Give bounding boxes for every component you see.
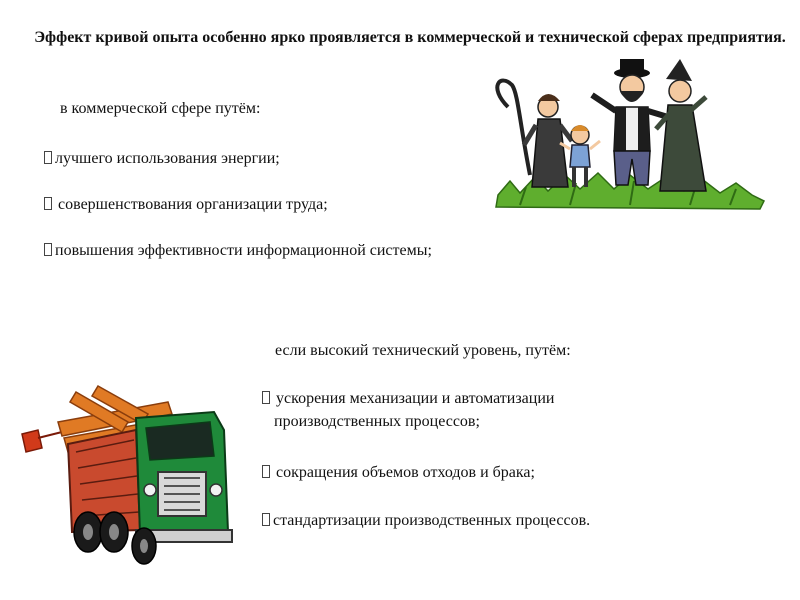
commercial-item: лучшего использования энергии; — [44, 148, 280, 170]
bullet-box-icon — [262, 391, 270, 404]
commercial-heading: в коммерческой сфере путём: — [60, 100, 261, 117]
commercial-item: совершенствования организации труда; — [44, 194, 328, 216]
technical-item: ускорения механизации и автоматизации — [262, 388, 554, 410]
bullet-box-icon — [44, 197, 52, 210]
technical-heading: если высокий технический уровень, путём: — [275, 342, 571, 359]
truck-clipart — [18, 382, 248, 572]
technical-item: сокращения объемов отходов и брака; — [262, 462, 535, 484]
technical-item-continuation: производственных процессов; — [274, 413, 480, 430]
bullet-box-icon — [44, 151, 52, 164]
slide-title: Эффект кривой опыта особенно ярко проявляется в коммерческой и технической сферах предприятия. — [34, 29, 786, 46]
bullet-box-icon — [262, 513, 270, 526]
technical-item: стандартизации производственных процессов. — [262, 510, 590, 532]
people-clipart — [480, 55, 770, 215]
bullet-box-icon — [262, 465, 270, 478]
bullet-box-icon — [44, 243, 52, 256]
commercial-item: повышения эффективности информационной системы; — [44, 240, 432, 262]
